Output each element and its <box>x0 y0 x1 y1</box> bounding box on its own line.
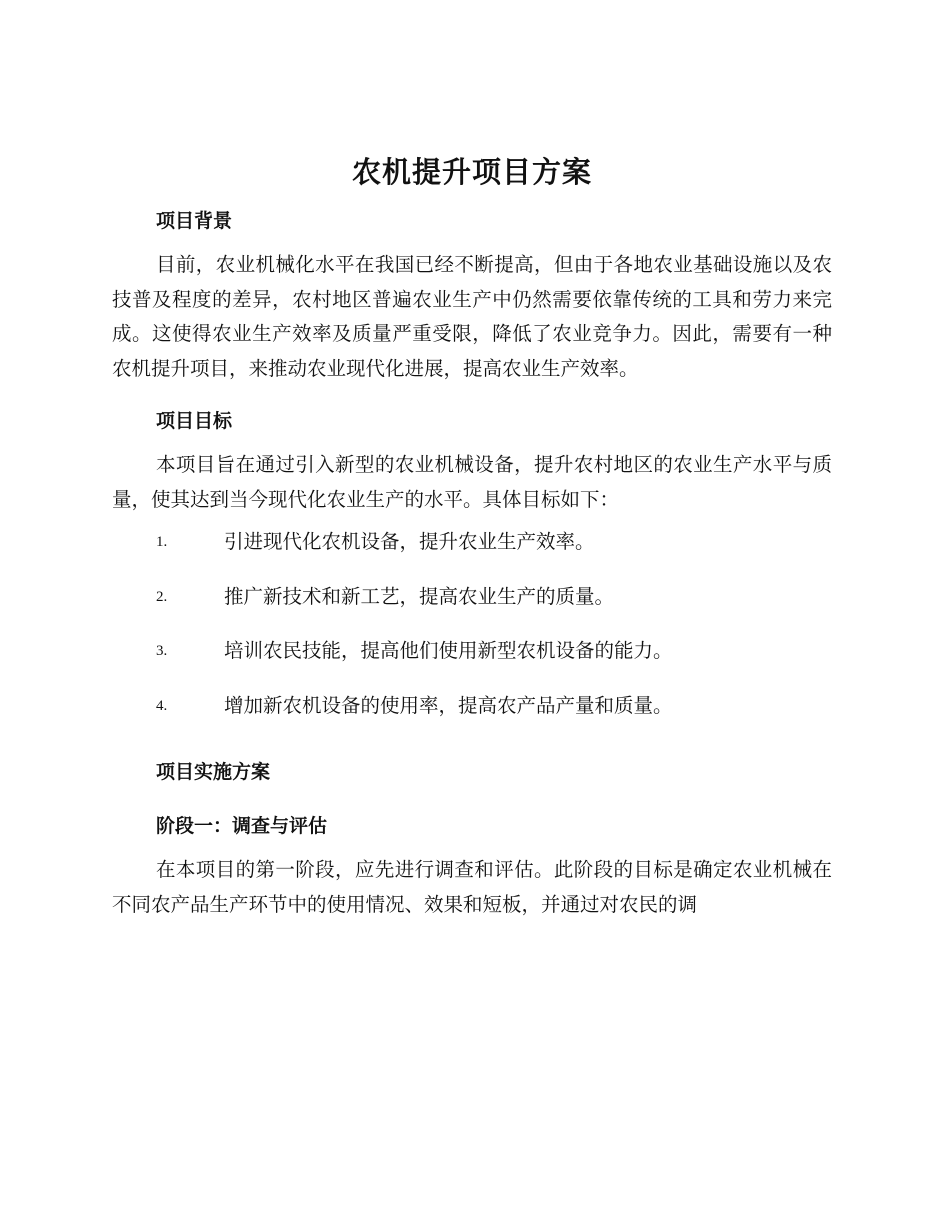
section-heading-goals: 项目目标 <box>156 410 233 432</box>
section-heading-implementation: 项目实施方案 <box>156 761 271 783</box>
background-paragraph: 目前，农业机械化水平在我国已经不断提高，但由于各地农业基础设施以及农技普及程度的差异，农村地区普遍农业生产中仍然需要依靠传统的工具和劳力来完成。这使得农业生产效率及质量严重受限，降低了农业竞争力。因此，需要有一种农机提升项目，来推动农业现代化进展，提高农业生产效率。 <box>112 253 832 380</box>
list-item-text: 推广新技术和新工艺，提高农业生产的质量。 <box>224 584 615 608</box>
list-item-number: 1. <box>156 534 168 550</box>
goals-list <box>112 527 832 745</box>
list-item <box>112 691 832 746</box>
list-item-text: 培训农民技能，提高他们使用新型农机设备的能力。 <box>224 639 673 662</box>
list-item-text: 增加新农机设备的使用率，提高农产品产量和质量。 <box>224 693 673 717</box>
list-item-number: 2. <box>156 588 168 605</box>
phase1-paragraph: 在本项目的第一阶段，应先进行调查和评估。此阶段的目标是确定农业机械在不同农产品生产环节中的使用情况、效果和短板，并通过对农民的调 <box>112 858 832 916</box>
list-item-text: 引进现代化农机设备，提升农业生产效率。 <box>224 530 595 553</box>
phase-heading-1: 阶段一：调查与评估 <box>156 815 328 837</box>
list-item <box>112 527 832 582</box>
goals-paragraph: 本项目旨在通过引入新型的农业机械设备，提升农村地区的农业生产水平与质量，使其达到当今现代化农业生产的水平。具体目标如下： <box>112 453 832 511</box>
list-item-number: 4. <box>156 697 168 714</box>
section-heading-background: 项目背景 <box>156 210 233 232</box>
list-item-number: 3. <box>156 643 168 659</box>
document-page <box>112 150 832 930</box>
list-item <box>112 582 832 637</box>
list-item <box>112 636 832 691</box>
document-title: 农机提升项目方案 <box>351 155 592 189</box>
